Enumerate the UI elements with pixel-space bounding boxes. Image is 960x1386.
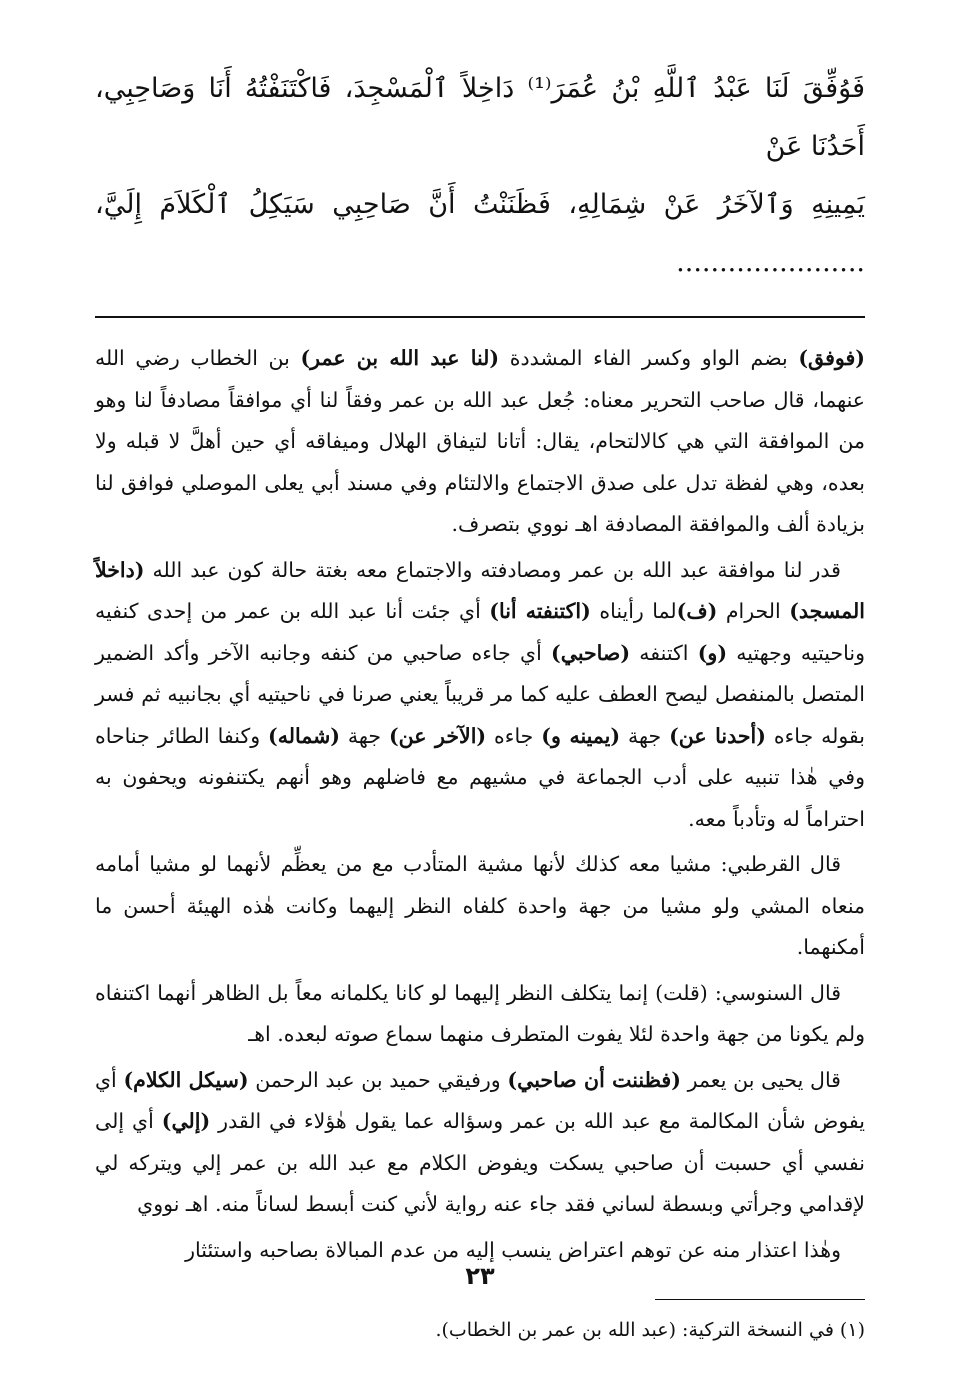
- commentary-paragraph: [95, 844, 865, 969]
- text-run: قال القرطبي: مشيا معه كذلك لأنها مشية المتأدب مع من يعظِّم لأنهما لو مشيا أمامه منعاه المشي ولو مشيا من جهة واحدة كلفاه النظر إليهما وكانت هٰذه الهيئة أحسن ما أمكنهما.: [95, 852, 865, 959]
- text-run: بضم الواو وكسر الفاء المشددة: [499, 346, 799, 370]
- text-run: قال السنوسي: (قلت) إنما يتكلف النظر إليهما لو كانا يكلمانه معاً بل الظاهر أنهما اكتنفاه ولم يكونا من جهة واحدة لئلا يفوت المتطرف منهما سماع صوته لبعده. اهـ: [95, 980, 865, 1046]
- text-run: أي جاءه صاحبي من كنفه وجانبه الآخر وأكد الضمير المتصل بالمنفصل ليصح العطف عليه كما مر قريباً يعني صرنا في ناحيتيه أي بجانبيه ثم فسر بقوله جاءه: [95, 640, 866, 748]
- text-run: جهة: [620, 723, 670, 748]
- hadith-line: يَمِينِهِ وَٱلآخَرُ عَنْ شِمَالِهِ، فَظَنَنْتُ أَنَّ صَاحِبِي سَيَكِلُ ٱلْكَلاَمَ إِلَيَّ، ......................: [95, 189, 865, 278]
- text-run: قدر لنا موافقة عبد الله بن عمر ومصادفته والاجتماع معه بغتة حالة كون عبد الله: [144, 557, 841, 582]
- text-run: لما رأيناه: [590, 599, 677, 623]
- quoted-phrase: (يمينه و): [541, 723, 621, 748]
- text-run: أي جئت أنا عبد الله بن عمر من إحدى كنفيه وناحيتيه وجهتيه: [95, 599, 865, 665]
- text-run: بن الخطاب رضي الله عنهما، قال صاحب التحرير معناه: جُعل عبد الله بن عمر وفقاً لنا أي موافقاً مصادفاً لنا وهو من الموافقة التي هي كالالتحام، يقال: أتانا لتيفاق الهلال وميفاقه أي حين أهلَّ لا قبله ولا بعده، وهي لفظة تدل على صدق الاجتماع والالتئام وفي مسند أبي يعلى الموصلي فوافق لنا بزيادة ألف والموافقة المصادفة اهـ نووي بتصرف.: [95, 346, 865, 536]
- text-run: قال يحيى بن يعمر: [680, 1067, 841, 1092]
- commentary-paragraph: [95, 550, 865, 841]
- text-run: وكنفا الطائر جناحاه وفي هٰذا تنبيه على أدب الجماعة في مشيهم مع فاضلهم وهو أنهم يكتنفونه ويحفون به احتراماً له وتأدباً معه.: [95, 723, 865, 831]
- text-run: أي إلى نفسي أي حسبت أن صاحبي يسكت ويفوض الكلام مع عبد الله بن عمر إلي ويتركه لي لإقدامي وجرأتي وبسطة لساني فقد جاء عنه رواية لأني كنت أبسط لساناً منه. اهـ نووي: [95, 1109, 865, 1216]
- text-run: أي يفوض شأن المكالمة مع عبد الله بن عمر وسؤاله عما يقول هٰؤلاء في القدر: [95, 1067, 865, 1133]
- quoted-phrase: (اكتنفته أنا): [489, 599, 591, 623]
- hadith-text: [95, 60, 865, 292]
- separator-rule: [95, 316, 865, 318]
- commentary: [95, 338, 865, 1271]
- footnote: (١) في النسخة التركية: (عبد الله بن عمر بن الخطاب).: [435, 1319, 865, 1341]
- quoted-phrase: (شماله): [268, 723, 340, 748]
- quoted-phrase: (داخلاً المسجد): [95, 557, 865, 623]
- quoted-phrase: (إلي): [161, 1109, 211, 1133]
- book-page: [95, 60, 865, 1386]
- quoted-phrase: (فوفق): [798, 346, 865, 370]
- quoted-phrase: (أحدنا عن): [669, 723, 766, 748]
- text-run: ورفيقي حميد بن عبد الرحمن: [248, 1067, 508, 1092]
- text-run: الحرام: [717, 599, 790, 623]
- text-run: جهة: [339, 723, 389, 748]
- commentary-paragraph: [95, 973, 865, 1056]
- commentary-paragraph: [95, 338, 865, 546]
- text-run: اكتنفه: [630, 640, 698, 665]
- footnote-rule: [655, 1299, 865, 1300]
- hadith-line: فَوُفِّقَ لَنَا عَبْدُ ٱللَّهِ بْنُ عُمَرَ⁽¹⁾ دَاخِلاً ٱلْمَسْجِدَ، فَاكْتَنَفْتُهُ أَنَا وَصَاحِبِي، أَحَدُنَا عَنْ: [95, 73, 865, 162]
- page-number: ٢٣: [465, 1262, 495, 1290]
- quoted-phrase: (سيكل الكلام): [123, 1067, 249, 1092]
- commentary-paragraph: [95, 1060, 865, 1226]
- quoted-phrase: (فظننت أن صاحبي): [507, 1067, 681, 1092]
- quoted-phrase: (الآخر عن): [388, 723, 487, 748]
- text-run: جاءه: [486, 723, 542, 748]
- quoted-phrase: (ف): [676, 599, 718, 623]
- quoted-phrase: (لنا عبد الله بن عمر): [300, 346, 500, 370]
- quoted-phrase: (و): [697, 640, 728, 665]
- text-run: وهٰذا اعتذار منه عن توهم اعتراض ينسب إليه من عدم المبالاة بصاحبه واستئثار: [185, 1237, 841, 1262]
- quoted-phrase: (صاحبي): [551, 640, 631, 665]
